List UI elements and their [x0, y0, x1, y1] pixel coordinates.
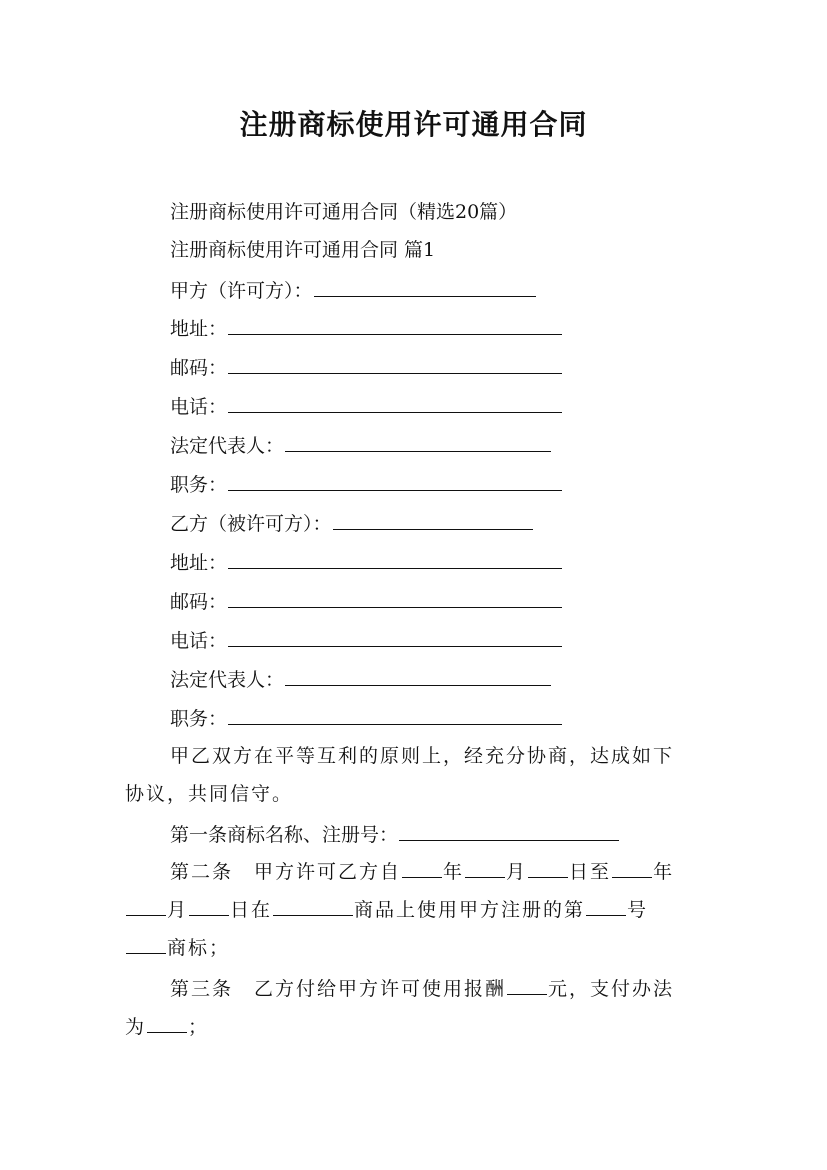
article-2-day-at: 日在	[230, 899, 273, 921]
article-2-month2-blank[interactable]	[126, 897, 166, 916]
party-b-address-blank[interactable]	[228, 550, 562, 569]
article-2-line-2	[125, 891, 705, 929]
article-2-year2: 年	[653, 861, 675, 883]
article-2-year: 年	[443, 861, 465, 883]
subtitle: 注册商标使用许可通用合同（精选20篇）	[170, 201, 518, 223]
article-3-for: 为	[125, 1016, 147, 1038]
article-2-goods: 商品上使用甲方注册的第	[354, 899, 586, 921]
article-2-prefix: 第二条 甲方许可乙方自	[170, 861, 402, 883]
article-3-line-2	[125, 1008, 705, 1046]
article-3-end: ；	[188, 1016, 210, 1038]
party-a-legal-rep-label: 法定代表人：	[170, 435, 285, 457]
party-a-address-row	[170, 316, 563, 341]
article-2-month-blank[interactable]	[465, 859, 505, 878]
party-a-row	[170, 278, 537, 303]
party-a-address-blank[interactable]	[228, 316, 562, 335]
party-b-blank[interactable]	[333, 511, 533, 530]
article-3-line-1	[125, 970, 705, 1008]
party-b-phone-blank[interactable]	[228, 628, 562, 647]
party-b-phone-row	[170, 628, 563, 653]
article-1-label: 第一条商标名称、注册号：	[170, 824, 399, 846]
party-a-phone-blank[interactable]	[228, 394, 562, 413]
party-b-legal-rep-row	[170, 667, 552, 692]
party-b-position-label: 职务：	[170, 708, 228, 730]
party-a-postcode-row	[170, 355, 563, 380]
agreement-paragraph	[125, 737, 705, 813]
party-b-address-row	[170, 550, 563, 575]
party-a-postcode-label: 邮码：	[170, 357, 228, 379]
article-2-month2: 月	[167, 899, 189, 921]
article-2-line-3	[125, 929, 705, 967]
party-a-postcode-blank[interactable]	[228, 355, 562, 374]
article-2-trademark-blank[interactable]	[126, 935, 166, 954]
party-a-phone-label: 电话：	[170, 396, 228, 418]
article-2-year-blank[interactable]	[402, 859, 442, 878]
article-1-blank[interactable]	[399, 822, 619, 841]
article-2-goods-blank[interactable]	[273, 897, 353, 916]
party-b-phone-label: 电话：	[170, 630, 228, 652]
party-a-position-row	[170, 472, 563, 497]
article-3-prefix: 第三条 乙方付给甲方许可使用报酬	[170, 978, 507, 1000]
document-title: 注册商标使用许可通用合同	[239, 108, 588, 141]
party-a-position-label: 职务：	[170, 474, 228, 496]
party-b-position-row	[170, 706, 563, 731]
article-2-trademark: 商标；	[167, 937, 231, 959]
article-3-payment-blank[interactable]	[147, 1014, 187, 1033]
party-b-label: 乙方（被许可方）：	[170, 513, 332, 535]
article-1-row	[170, 822, 620, 847]
party-a-legal-rep-row	[170, 433, 552, 458]
agreement-line-2: 协议，共同信守。	[125, 783, 294, 805]
agreement-line-1: 甲乙双方在平等互利的原则上，经充分协商，达成如下	[170, 745, 675, 767]
article-2-day-to: 日至	[569, 861, 612, 883]
article-2-number-blank[interactable]	[586, 897, 626, 916]
article-2-year2-blank[interactable]	[612, 859, 652, 878]
article-2-day-blank[interactable]	[528, 859, 568, 878]
article-2-day2-blank[interactable]	[189, 897, 229, 916]
article-3-paragraph	[125, 970, 705, 1046]
section-heading: 注册商标使用许可通用合同 篇1	[170, 239, 436, 261]
party-b-address-label: 地址：	[170, 552, 228, 574]
party-a-phone-row	[170, 394, 563, 419]
party-a-label: 甲方（许可方）：	[170, 280, 313, 302]
party-b-position-blank[interactable]	[228, 706, 562, 725]
article-3-yuan: 元，支付办法	[548, 978, 675, 1000]
party-a-legal-rep-blank[interactable]	[285, 433, 551, 452]
party-b-postcode-row	[170, 589, 563, 614]
party-b-legal-rep-label: 法定代表人：	[170, 669, 285, 691]
party-a-position-blank[interactable]	[228, 472, 562, 491]
article-2-month: 月	[506, 861, 528, 883]
party-b-row	[170, 511, 534, 536]
party-a-address-label: 地址：	[170, 318, 228, 340]
article-3-amount-blank[interactable]	[507, 976, 547, 995]
article-2-number: 号	[627, 899, 649, 921]
party-b-postcode-blank[interactable]	[228, 589, 562, 608]
party-b-legal-rep-blank[interactable]	[285, 667, 551, 686]
party-a-blank[interactable]	[314, 278, 536, 297]
article-2-paragraph	[125, 853, 705, 967]
article-2-line-1	[125, 853, 705, 891]
party-b-postcode-label: 邮码：	[170, 591, 228, 613]
